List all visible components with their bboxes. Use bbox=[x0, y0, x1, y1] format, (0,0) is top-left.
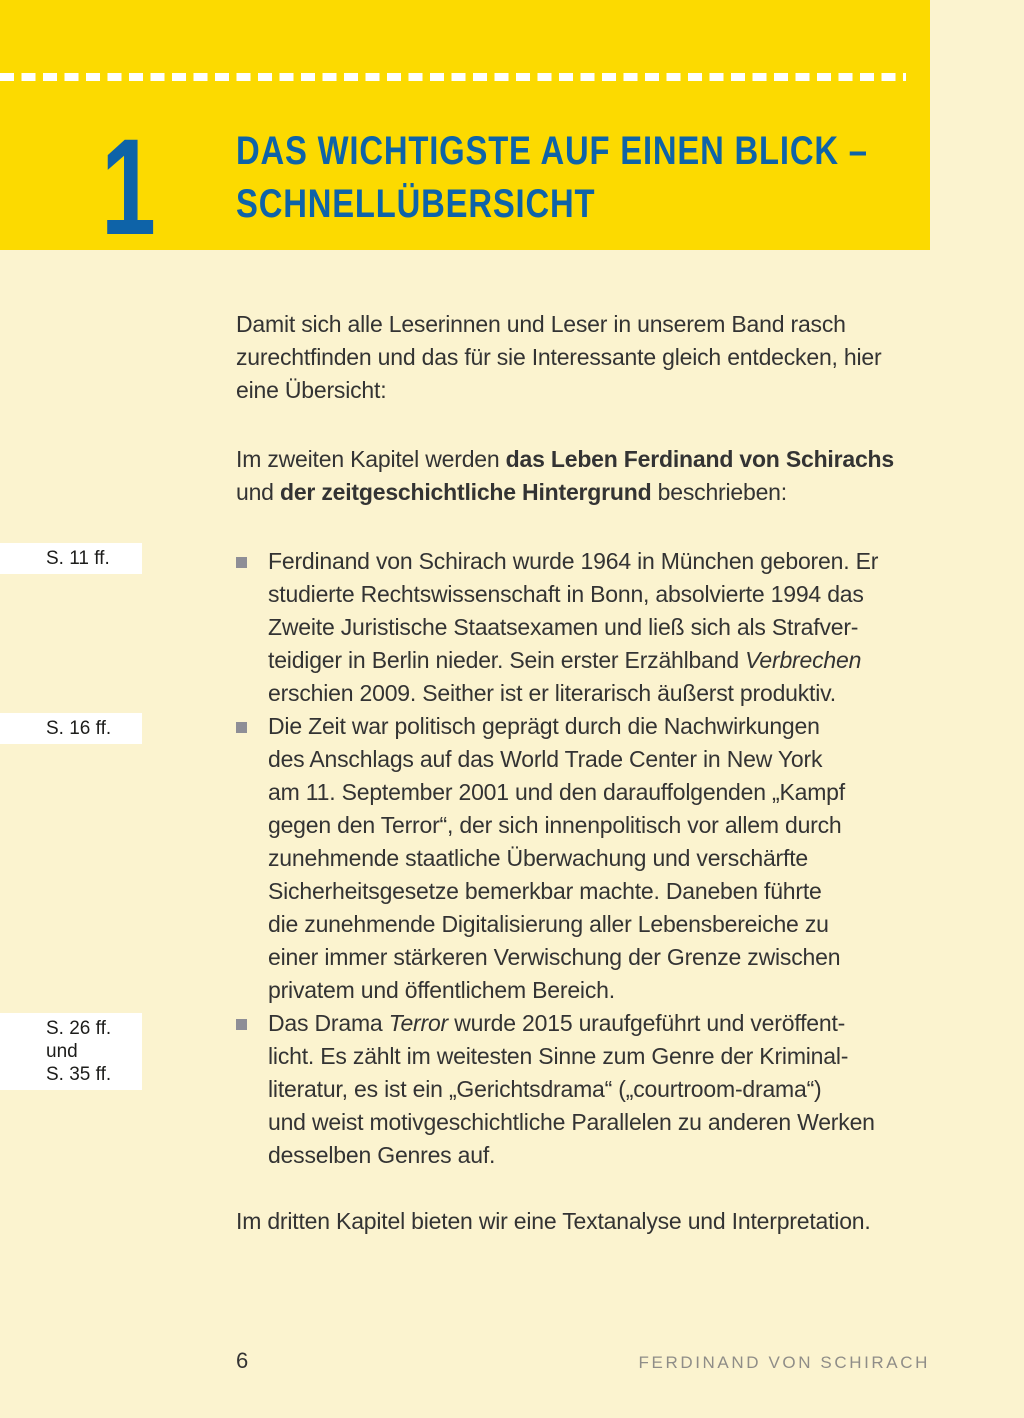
text-segment: Die Zeit war politisch geprägt durch die Nachwirkungen bbox=[268, 713, 820, 739]
text-line bbox=[268, 1139, 936, 1172]
text-segment: teidiger in Berlin nieder. Sein erster Erzählband bbox=[268, 647, 746, 673]
bullet-text bbox=[268, 1007, 936, 1172]
text-segment: S. 35 ff. bbox=[46, 1064, 112, 1085]
text-segment: die zunehmende Digitalisierung aller Lebensbereiche zu bbox=[268, 911, 829, 937]
bullet-square-icon bbox=[236, 722, 247, 733]
margin-page-ref-2 bbox=[0, 713, 142, 744]
text-line bbox=[268, 611, 936, 644]
text-line: Im dritten Kapitel bieten wir eine Textanalyse und Interpretation. bbox=[236, 1208, 871, 1234]
text-line bbox=[268, 1073, 936, 1106]
text-line bbox=[268, 941, 936, 974]
bullet-item-historical-context bbox=[236, 710, 936, 1007]
text-segment: S. 11 ff. bbox=[46, 548, 110, 569]
text-segment: privatem und öffentlichem Bereich. bbox=[268, 977, 615, 1003]
dashed-divider bbox=[0, 73, 906, 81]
body-content bbox=[236, 308, 936, 1238]
text-segment: und weist motivgeschichtliche Parallelen zu anderen Werken bbox=[268, 1109, 875, 1135]
bullet-item-biography bbox=[236, 545, 936, 710]
text-line bbox=[236, 374, 936, 407]
text-line bbox=[236, 443, 936, 476]
text-segment: literatur, es ist ein „Gerichtsdrama“ („courtroom-drama“) bbox=[268, 1076, 822, 1102]
bullet-square-icon bbox=[236, 557, 247, 568]
text-line bbox=[236, 341, 936, 374]
bullet-square-icon bbox=[236, 1019, 247, 1030]
text-segment: und bbox=[46, 1041, 78, 1062]
text-segment: gegen den Terror“, der sich innenpolitisch vor allem durch bbox=[268, 812, 842, 838]
bullet-text bbox=[268, 545, 936, 710]
text-segment: Terror bbox=[388, 1010, 449, 1036]
text-segment: des Anschlags auf das World Trade Center in New York bbox=[268, 746, 823, 772]
page-number: 6 bbox=[236, 1348, 249, 1373]
text-line bbox=[268, 776, 936, 809]
text-line bbox=[268, 677, 936, 710]
text-segment: S. 16 ff. bbox=[46, 718, 112, 739]
bullet-text bbox=[268, 710, 936, 1007]
overview-bullet-list bbox=[236, 545, 936, 1172]
text-segment: S. 26 ff. bbox=[46, 1018, 112, 1039]
text-line bbox=[236, 476, 936, 509]
text-segment: licht. Es zählt im weitesten Sinne zum Genre der Kriminal- bbox=[268, 1043, 849, 1069]
text-segment: und bbox=[236, 479, 280, 505]
text-line bbox=[268, 809, 936, 842]
text-segment: Sicherheitsgesetze bemerkbar machte. Daneben führte bbox=[268, 878, 822, 904]
text-segment: der zeitgeschichtliche Hintergrund bbox=[279, 479, 652, 505]
text-line bbox=[268, 545, 936, 578]
text-segment: zunehmende staatliche Überwachung und verschärfte bbox=[268, 845, 808, 871]
text-segment: Ferdinand von Schirach wurde 1964 in München geboren. Er bbox=[268, 548, 879, 574]
chapter-title-line1: DAS WICHTIGSTE AUF EINEN BLICK – bbox=[236, 129, 868, 173]
text-segment: Das Drama bbox=[268, 1010, 389, 1036]
text-segment: Damit sich alle Leserinnen und Leser in unserem Band rasch bbox=[236, 311, 846, 337]
text-segment: einer immer stärkeren Verwischung der Grenze zwischen bbox=[268, 944, 841, 970]
text-segment: desselben Genres auf. bbox=[268, 1142, 496, 1168]
chapter-title-line2: SCHNELLÜBERSICHT bbox=[236, 182, 596, 226]
text-line bbox=[46, 1017, 142, 1040]
text-line bbox=[268, 974, 936, 1007]
text-line bbox=[268, 875, 936, 908]
running-title: FERDINAND VON SCHIRACH bbox=[638, 1353, 930, 1372]
text-segment: eine Übersicht: bbox=[236, 377, 387, 403]
bullet-item-drama-terror bbox=[236, 1007, 936, 1172]
text-line bbox=[236, 308, 936, 341]
text-line bbox=[268, 644, 936, 677]
text-line bbox=[46, 717, 142, 740]
margin-page-ref-3 bbox=[0, 1013, 142, 1090]
text-line bbox=[268, 1007, 936, 1040]
text-segment: am 11. September 2001 und den darauffolgenden „Kampf bbox=[268, 779, 845, 805]
text-segment: erschien 2009. Seither ist er literarisch äußerst produktiv. bbox=[268, 680, 836, 706]
text-segment: Zweite Juristische Staatsexamen und ließ sich als Strafver- bbox=[268, 614, 859, 640]
text-segment: zurechtfinden und das für sie Interessante gleich entdecken, hier bbox=[236, 344, 882, 370]
text-segment: studierte Rechtswissenschaft in Bonn, absolvierte 1994 das bbox=[268, 581, 864, 607]
margin-page-ref-1 bbox=[0, 543, 142, 574]
page-footer bbox=[236, 1348, 930, 1374]
text-line bbox=[268, 743, 936, 776]
text-line bbox=[46, 1040, 142, 1063]
text-line bbox=[268, 710, 936, 743]
text-segment: beschrieben: bbox=[651, 479, 787, 505]
chapter3-paragraph bbox=[236, 1205, 936, 1238]
text-line bbox=[268, 908, 936, 941]
text-line bbox=[268, 1106, 936, 1139]
chapter-title bbox=[236, 125, 868, 231]
text-line bbox=[268, 578, 936, 611]
chapter-number: 1 bbox=[101, 111, 156, 264]
text-segment: Im zweiten Kapitel werden bbox=[236, 446, 506, 472]
chapter2-lead-paragraph bbox=[236, 443, 936, 509]
text-segment: Verbrechen bbox=[745, 647, 862, 673]
text-line bbox=[268, 1040, 936, 1073]
intro-paragraph bbox=[236, 308, 936, 407]
text-line bbox=[268, 842, 936, 875]
text-segment: wurde 2015 uraufgeführt und veröffent- bbox=[448, 1010, 846, 1036]
text-line bbox=[46, 1063, 142, 1086]
text-line bbox=[46, 547, 142, 570]
text-segment: das Leben Ferdinand von Schirachs bbox=[505, 446, 894, 472]
